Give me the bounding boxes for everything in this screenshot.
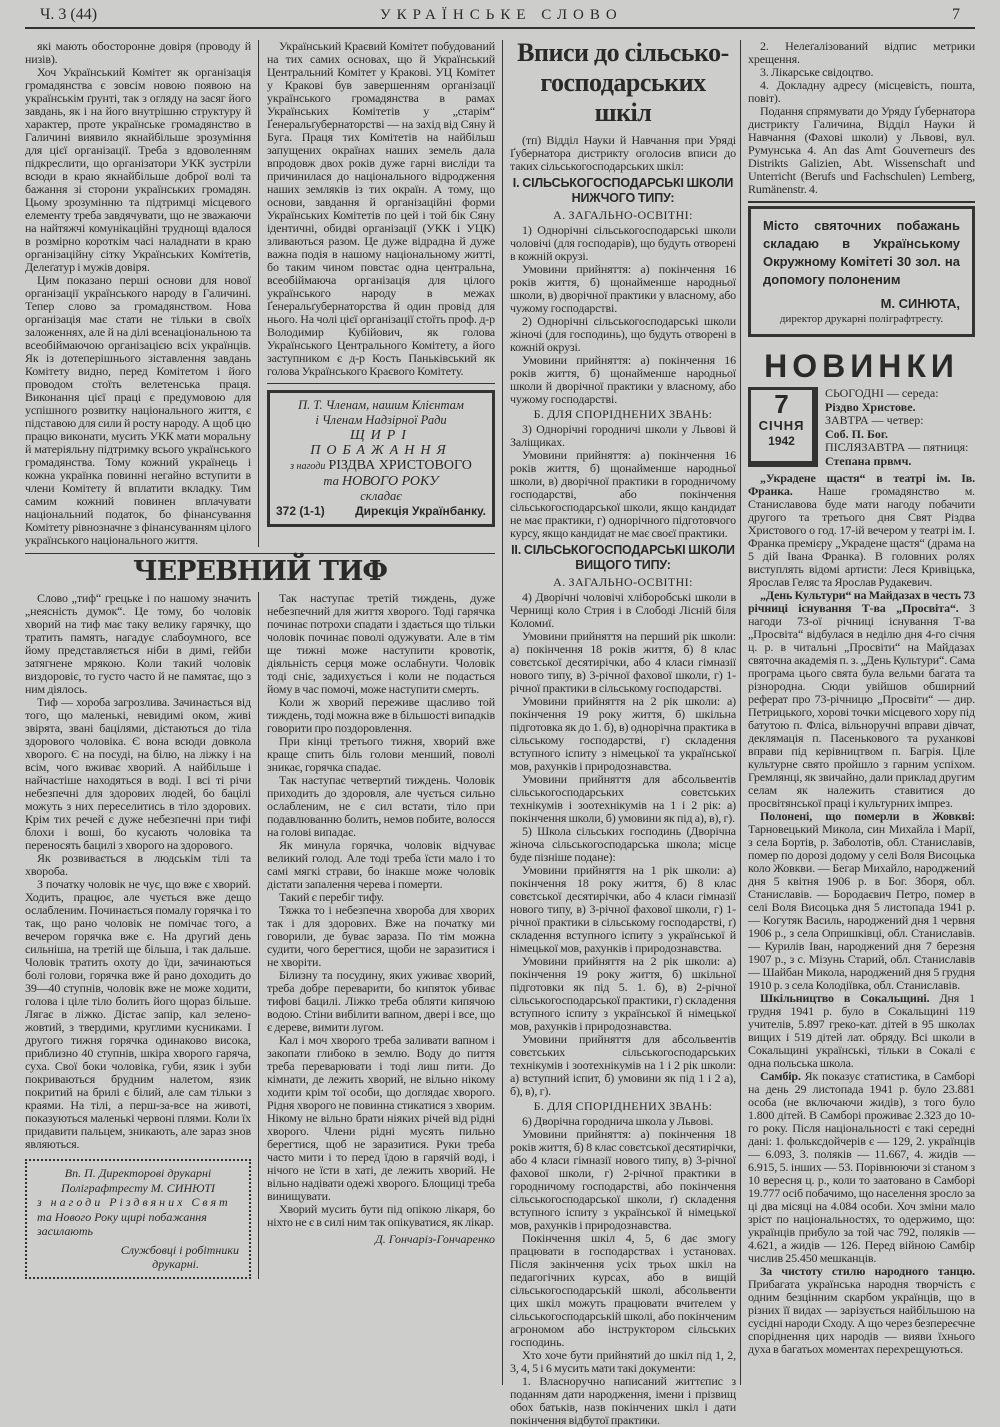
news-item — [748, 1070, 975, 1265]
news-title: НОВИНКИ — [764, 348, 959, 384]
news-item — [748, 1265, 975, 1356]
right-column — [748, 40, 975, 1356]
news-item-text: Як показує статистика, в Самборі на день 29 листопада 1941 р. було 23.881 особа (не включаючи жидів), з того було 1.800 дітей. В Самборі проживає 2.323 до 10-го року. Після національності є такі середні дані: 1. фольксдойчерів є — 129, 2. українців — 6.093, 3. поляків — 11.667, 4. жидів — 6.915, 5. інших — 53. Порівнюючи зі станом з 10 вересня ц. р., коли то заатовано в Самборі 19.777 осіб побачимо, що населення зросло за ці два місяці на 4.084 особи. Хоч зміни мало зріст по національностях, то одержимо, що: українців прибуло за той час 792, поляків — 4.621, а жидів — 126. Перед війною Самбір числив 25.450 мешканців. — [748, 1069, 975, 1265]
paragraph: Український Краєвий Комітет побудований на тих самих основах, що й Український Центральний Комітет у Кракові. УЦ Комітет у Кракові був завершенням організації українського громадянства в рамах Українських Комітетів у „старім“ Ґенеральґубернаторстві — на захід від Сяну й Буга. Праця тих Комітетів на найбільш запущених окраїнах наших земель дала впродовж двох років дуже гарні висліди та причинилася до національного відродження наших земляків із тих окраїн. А тому, що основи, завдання й організаційні форми Українських Комітетів по цей і той бік Сяну ідентичні, обидві організації (УКК і УЦК) зливаються разом. Це дуже відрадна й дуже важна подія в нашому національному житті, бо таким чином повстає одна центральна, всеобіймаюча організація для цілого українського народу в межах Ґенеральґубернаторства й один провід для нього. На чолі цієї організації стоїть проф. д-р Володимир Кубійович, як голова Українського Центрального Комітету, а його заступником є д-р Кость Паньківський як голова Українського Краєвого Комітету. — [267, 39, 495, 378]
paragraph: 4. Докладну адресу (місцевість, пошта, повіт). — [748, 78, 975, 105]
ad-line: та — [323, 474, 339, 488]
calendar-entry — [825, 387, 975, 414]
schools-title: Вписи до сільсько-господарських шкіл — [517, 38, 729, 127]
paragraph-group — [510, 1115, 736, 1427]
calendar-entry — [825, 414, 975, 441]
schools-article — [510, 38, 736, 1427]
news-item-headline: „Украдене щастя“ в театрі ім. Ів. Франка. — [748, 471, 975, 498]
news-item-text: Прибагата українська народня творчість є одним безцінним скарбом українців, що в різних її видах — зарізується найбільшою на сусідні народи Сходу. А що через безпереєчне споріднення цих народів — вияви їхнього духа в багатьох моментах перехрещуються. — [748, 1277, 975, 1356]
ad-signer: Дирекція Українбанку. — [355, 504, 486, 518]
ad-line: П. Т. Членам, нашим Клієнтам — [298, 398, 464, 412]
subsection-heading: Б. ДЛЯ СПОРІДНЕНИХ ЗВАНЬ: — [533, 407, 713, 421]
paragraph: 2. Нелеґалізований відпис метрики хрещення. — [748, 39, 975, 66]
calendar-day: — середа: — [886, 386, 939, 400]
calendar-day: — четвер: — [871, 413, 924, 427]
news-item-text: Дня 1 грудня 1941 р. було в Сокальщині 119 учителів, 5.897 греко-кат. дітей в 95 школах вищих і 519 дітей лат. обряду. Всі школи в Сокальщині українські, тільки в Сокалі є одна польська школа. — [748, 991, 975, 1070]
paragraph: При кінці третього тижня, хворий вже краще спить біль голови менший, поволі зникає, горячка спадає. — [267, 734, 495, 774]
paragraph-group — [510, 591, 736, 1098]
news-item — [748, 589, 975, 810]
schools-intro: (тп) Відділ Науки й Навчання при Уряді Ґубернатора дистрикту оголосив вписи до таких сільськогосподарських шкіл: — [510, 133, 736, 173]
paragraph: Умовини прийняття для абсольвентів сільськогосподарських совєтських технікумів і зоотехнікумів на 1 і 2 рік: а) покінчення школи, б) умовини як під а), в), г). — [510, 772, 736, 825]
news-item-headline: Самбір. — [760, 1069, 801, 1083]
subsection-heading: А. ЗАГАЛЬНО-ОСВІТНІ: — [553, 575, 693, 589]
committee-article-col2 — [267, 40, 495, 378]
calendar-feast: Різдво Христове. — [825, 399, 916, 414]
typhus-article-col1 — [25, 592, 251, 1151]
paragraph: Так наступає третій тиждень, дуже небезпечний для життя хворого. Тоді гарячка починає потрохи спадати і здається що тільки чоловік починає поволі одужувати. Але в тім ще тижні може наступити кровотік, діяльність серця може ослабнути. Чоловік тоді сніє, задихується і коли не подасться йому в час помочі, може наступити смерть. — [267, 591, 495, 696]
calendar-label: ПІСЛЯЗАВТРА — [825, 440, 906, 454]
printers-greeting-ad — [25, 1159, 251, 1279]
ad-code: 372 (1-1) — [276, 504, 325, 518]
paragraph: Умовини прийняття на 1 рік школи: а) покінчення 18 року життя, б) 8 клас совєтської десятирічки, або 4 класи гімназії нового типу, в) 3-річної фахової школи, г) 1-річної практики в сільському господарстві, ґ) складення вступного іспиту з української й німецької мов, рахунків і природознавства. — [510, 863, 736, 955]
news-item — [748, 472, 975, 589]
paragraph: Умовини прийняття: а) покінчення 16 років життя, б) щонайменше народньої школи й дворічної практики у власному, або чужому господарстві. — [510, 353, 736, 406]
paragraph: Умовини прийняття на перший рік школи: а) покінчення 18 років життя, б) 8 клас совєтської десятирічки, або 4 класи гімназії нового типу, в) 3-річної фахової школи, г) 1-річної практики в сільському господарстві. — [510, 629, 736, 695]
date-day: 7 — [774, 389, 789, 419]
ad-line: з нагоди Різдвяних Свят — [37, 1195, 231, 1209]
paragraph: З початку чоловік не чує, що вже є хворий. Ходить, працює, але чується вже дещо ослабленим. Починається помалу горячка і то так, що рано чоловік не помічає того, а вечером горячка вже є. На другий день сильніша, на третій ще більша, і так дальше. Чоловік тратить охоту до їди, зачинаються болі голови, горячка вже й рано доходить до 39—40 ступнів, чоловік вже не може ходити, голова і ціле тіло болить його щораз більше. Лягає в ліжко. Дістає запір, кал зелено-жовтий, з твердими, круглими кусниками. І другого тижня горячка одинаково висока, приблизно 40 ступнів, шкіра хворого гаряча, суха. Свої боки чоловіка, губи, язик і зуби покриваються брудним налетом, язик покритий на брилі є білий, але сам тільки з краями. На тілі, а перш-за-все на животі, показуються маленькі червоні плями. Коли їх придавити пальцем, зникають, але зараз знов являються. — [25, 877, 251, 1151]
news-item-text: Тарновецький Микола, син Михайла і Марії, з села Бортів, р. Заболотів, обл. Станиславів, помер по дорозі додому у селі Воля Висоцька коло Жовкви. — Бегар Михайло, народжений дня 5 квітня 1906 р. в Бог. Зборя, обл. Станиславів. — Бородаєвич Петро, помер в селі Воля Висоцька дня 5 листопада 1941 р. — Когутяк Василь, народжений дня 1 червня 1906 р., з села Опришківці, обл. Станиславів. — Курилів Іван, народжений дня 7 березня 1907 р., з с. Мізунь Старий, обл. Станиславів — Шайбан Микола, народжений дня 5 грудня 1910 р. з села Колодіївка, обл. Станиславів. — [748, 822, 975, 992]
column-divider — [740, 40, 741, 1385]
paragraph: Як минула горячка, чоловік відчуває великий голод. Але тоді треба їсти мало і то самі мягкі страви, бо інакше може чоловік дістати запалення черева і померти. — [267, 838, 495, 891]
paragraph: Такий є перебіг тифу. — [279, 890, 384, 904]
paragraph: Слово „тиф“ грецьке і по нашому значить „неясність думок“. Це тому, бо чоловік хворий на тиф має таку велику гарячку, що тратить память, нагадує слабоумного, все йому представляється ніби в димі, гейби затягнене мрякою. Коли такий чоловік виздоровіє, то густо часто й не памятає, що з ним діялось. — [25, 591, 251, 696]
news-item — [748, 992, 975, 1070]
ad-line: Поліграфтресту М. СИНЮТІ — [60, 1180, 216, 1195]
news-item-text: З нагоди 73-ої річниці існування Т-ва „Просвіта“ відбулася в неділю дня 4-го січня ц. р. в читальні „Просвіти“ на Майдазах святочна академія п. з. „День Культури“. Сама програма цього свята була вельми багата та різнородна. Сюди увійшов обширний реферат про 73-річницю „Просвіти“ — дир. Петрицького, хорові точки місцевого хору під батутою п. Фліса, вільноручні вправи дівчат, деклямація п. Пасенькового та руханкові вправи під керівництвом п. Багрія. Ціле культурне свято пройшло з гарним успіхом. Гремлянці, як звичайно, дали приклад другим селам як належить ставитися до просвітянської праці і культурних імпрез. — [748, 601, 976, 810]
typhus-title-wrap — [25, 553, 495, 592]
paragraph: Як розвивається в людськім тілі та хвороба. — [25, 851, 251, 878]
paragraph: 2) Однорічні сільськогосподарські школи жіночі (для господинь), що будуть отворені в кожній окрузі. — [510, 314, 736, 354]
ad-signer: Службовці і робітники — [120, 1242, 239, 1257]
calendar-feast: Степана првмч. — [825, 453, 912, 468]
paragraph: 3. Лікарське свідоцтво. — [760, 65, 874, 79]
paragraph: Коли ж хворий переживе щасливо той тиждень, тоді можна вже в більшості випадків говорити про поздоровлення. — [267, 695, 495, 735]
ad-line: з нагоди — [290, 461, 326, 472]
bank-greeting-ad — [267, 390, 495, 527]
divider — [267, 383, 495, 384]
news-item — [748, 810, 975, 992]
news-item-headline: Шкільництво в Сокальщині. — [760, 991, 930, 1005]
ad-line: складає — [360, 489, 402, 503]
paragraph: Умовини прийняття на 2 рік школи: а) покінчення 19 року життя, б) шкільної підготовки як під 5. 1. б), в) 2-річної сільськогосподарської практики, г) складення вступного іспиту з української й німецької мов, рахунків і природознавства. — [510, 954, 736, 1033]
newspaper-title: УКРАЇНСЬКЕ СЛОВО — [380, 7, 623, 23]
paragraph: Цим показано перші основи для нової організації українського народу в Галичині. Тепер слово за громадянством. Нова організація має стати не тільки в своїх заложеннях, але й на ділі всенаціональною та всеобіймаючою організацією всіх українців. Як із дотеперішнього зіставлення завдань Комітету видно, перед Комітетом і його проводом стоїть велетенська праця. Виконання цієї праці є предумовою для успішного розвитку національного життя, є підставою для сили й росту народу. А щоб цю працю виконати, мусить УКК мати моральну й матеріяльну підтримку всього українського громадянства. Тому кожний українець і кожна українка повинні негайно вступити в члени Комітету й вплатити вкладку. Тим самим кожний повинен вплачувати національний податок, бо фінансування Комітету рівнозначне з фінансуванням цілого українського національного життя. — [25, 273, 251, 547]
donation-text: Місто святочних побажань складаю в Українському Окружному Комітеті 30 зол. на допомогу полоненим — [763, 218, 960, 287]
paragraph: Умовини прийняття: а) покінчення 18 років життя, б) 8 клас совєтської десятирічки, або 4 класи гімназії нового типу, в) 3-річної фахової школи, г) 2-річної практики в городничому господарстві, або покінчення сільськогосподарської школи, ґ) складення вступного іспиту з української й німецької мов, рахунків і природознавства. — [510, 1127, 736, 1232]
ad-line: ЩИРІ ПОБАЖАННЯ — [310, 428, 452, 458]
typhus-article-col2 — [267, 592, 495, 1229]
typhus-title: ЧЕРЕВНИЙ ТИФ — [132, 556, 388, 587]
paragraph: Тяжка то і небезпечна хвороба для хворих так і для здорових. Вже на початку ми говорили, де буває зараза. По тім можна судити, чого берегтися, щоби не заразитися і не хворіти. — [267, 903, 495, 969]
committee-article-col2-wrap — [267, 40, 495, 547]
page-number: 7 — [952, 6, 960, 23]
committee-article-col1 — [25, 40, 259, 547]
paragraph: Хворий мусить бути під опікою лікаря, бо ніхто не є в силі ним так опікуватися, як лікар. — [267, 1202, 495, 1229]
section-heading: I. СІЛЬСЬКОГОСПОДАРСЬКІ ШКОЛИ НИЖЧОГО ТИПУ: — [512, 176, 734, 205]
donation-name: М. СИНЮТА, — [880, 296, 960, 311]
date-box — [748, 387, 818, 467]
paragraph: Тиф — хороба загрозлива. Зачинається від того, що маленькі, невидимі оком, живі звірята, звані бацілями, дістаються до тіла здорового чоловіка. Є вона всюди довкола хворого. Є на посуді, на білю, на ліжку і на всім, чого вживає хворий. А найбільше і найчастіше находяться в воді. І всі ті річи небезпечні для здорових людей, бо бацілі можуть з них переселитись в тіло здорових. Крім тих речей є дуже небезпечні при тифі блохи і воші, бо кусають чоловіка та переносять бацилі з хворого на здорового. — [25, 695, 251, 852]
paragraph: Умовини прийняття: а) покінчення 16 років життя, б) щонайменше народньої школи, в) дворічної практики у власному, або чужому господарстві. — [510, 262, 736, 315]
paragraph: 1. Власноручно написаний життєпис з поданням дати народження, імени і прізвищ обох батьків, назв покінчених шкіл і дати покінчення відбутої практики. — [510, 1374, 736, 1427]
calendar-day: — пятниця: — [908, 440, 969, 454]
typhus-author: Д. Гончаріз-Гончаренко — [375, 1232, 495, 1246]
paragraph-group — [510, 224, 736, 406]
paragraph: 4) Дворічні чоловічі хліборобські школи в Чернищі коло Стрия і в Слободі Лісній біля Коломиї. — [510, 590, 736, 630]
section-heading: II. СІЛЬСЬКОГОСПОДАРСЬКІ ШКОЛИ ВИЩОГО ТИПУ: — [511, 543, 735, 572]
paragraph: Кал і моч хворого треба заливати вапном і закопати глибоко в землю. Воду до пиття треба переварювати і тоді лиш пити. До кімнати, де лежить хворий, не вільно нікому ходити крім тої особи, що доглядає хворого. Рідня хворого не повинна стикатися з хворим. Нікому не вільно брати ніяких річей від рідні хворого. Члени рідні мусять пильно берегтися, щоб не заразитися. Руки треба часто мити і то перед їдою в гарячій воді, і нічого не їсти в хаті, де лежить хворий. Не вільно надівати одежі хворого. Блощиці треба винищувати. — [267, 1033, 495, 1203]
divider — [748, 201, 975, 203]
typhus-col2-wrap — [267, 592, 495, 1279]
paragraph: Умовини прийняття для абсольвентів совєтських сільськогосподарських технікумів і зоотехнікумів на 1 і 2 рік школи: а) вступний іспит, б) умовини як під 1 і 2 а), б), в), г). — [510, 1032, 736, 1098]
paragraph-group — [510, 423, 736, 540]
news-items — [748, 472, 975, 1356]
calendar-label: ЗАВТРА — [825, 413, 869, 427]
paragraph: Так наступає четвертий тиждень. Чоловік приходить до здоровля, але чується сильно ослабленим, не є сил встати, тіло при подавлюванню болить, немов побите, волосся на голові випадає. — [267, 773, 495, 839]
calendar-list — [825, 387, 975, 468]
date-month: СІЧНЯ — [758, 418, 805, 433]
paragraph: 5) Школа сільських господинь (Дворічна жіноча сільськогосподарська школа; місце буде пізніше подане): — [510, 824, 736, 864]
typhus-col1-wrap — [25, 592, 259, 1279]
ad-signer: друкарні. — [152, 1257, 199, 1271]
paragraph: 3) Однорічні городничі школи у Львові й Заліщиках. — [510, 422, 736, 449]
news-date-header — [748, 387, 975, 468]
schools-article-continued — [748, 40, 975, 196]
paragraph: Білизну та посудину, яких уживає хворий, треба добре переварити, бо кипяток убиває тифові бацилі. Ліжко треба обляти кипячою водою. Стіни вибілити вапном, двері і все, що є дереве, вимити лугом. — [267, 968, 495, 1034]
paragraph: 6) Дворічна городнича школа у Львові. — [522, 1114, 714, 1128]
ad-line: РІЗДВА ХРИСТОВОГО — [328, 458, 472, 473]
ad-line: НОВОГО РОКУ — [341, 474, 439, 489]
paragraph: Умовини прийняття на 2 рік школи: а) покінчення 19 року життя, б) шкільна підготовка як до 1. б), в) однорічна практика в сільському господарстві, г) складення вступного іспиту з німецької та української мов, рахунків і природознавства. — [510, 694, 736, 773]
paragraph: Умовини прийняття: а) покінчення 16 років життя, б) щонайменше народньої школи, в) дворічної практики в городничому господарстві, або покінчення сільськогосподарської школи, якщо кандидат не має практики, г) однорічного підготовчого курсу, якщо кандидат не має своєї практики. — [510, 448, 736, 540]
issue-number: Ч. 3 (44) — [40, 6, 98, 23]
left-columns — [25, 40, 495, 1279]
paragraph: Подання спрямувати до Уряду Ґубернатора дистрикту Галичина, Відділ Науки й Навчання (Фахові школи) у Львові, вул. Румунська 4. An das Amt Gouverneurs des Distrikts Galizien, Abt. Wissenschaft und Unterricht (Berufs und Fachschulen) Lemberg, Rumänenstr. 4. — [748, 104, 975, 196]
subsection-heading: А. ЗАГАЛЬНО-ОСВІТНІ: — [553, 208, 693, 222]
ad-line: засилають — [37, 1224, 93, 1238]
news-item-text: Наше громадянство м. Станиславова буде мати нагоду побачити другого та третього дня Свят Різдва Христового о год. 17-ій вечером у театрі ім. І. Франка премієру „Украдене щастя“ (драма на 5 дій Івана Франка). В головних ролях виступлять відомі артисти: Леся Кривіцька, Ярослав Геляс та Ярослав Рудакевич. — [748, 484, 975, 589]
subsection-heading: Б. ДЛЯ СПОРІДНЕНИХ ЗВАНЬ: — [533, 1099, 713, 1113]
ad-line: і Членам Надзірної Ради — [315, 413, 447, 427]
calendar-label: СЬОГОДНІ — [825, 386, 884, 400]
news-item-headline: Полонені, що померли в Жовкві: — [760, 809, 975, 823]
ad-line: та Нового Року щирі побажання — [37, 1209, 207, 1224]
column-divider — [502, 40, 503, 1385]
donation-notice — [748, 206, 975, 337]
donation-role: директор друкарні поліграфтресту. — [779, 313, 944, 325]
news-item-headline: За чистоту стилю народного танцю. — [760, 1264, 975, 1278]
paragraph: Хто хоче бути прийнятий до шкіл під 1, 2, 3, 4, 5 і 6 мусить мати такі документи: — [510, 1348, 736, 1375]
paragraph: 1) Однорічні сільськогосподарські школи чоловічі (для господарів), що будуть отворені в кожній окрузі. — [510, 223, 736, 263]
ad-line: Вп. П. Директорові друкарні — [64, 1166, 212, 1180]
calendar-entry — [825, 441, 975, 468]
calendar-feast: Соб. П. Бог. — [825, 426, 889, 441]
paragraph: Хоч Український Комітет як організація громадянства є зовсім новою появою на українськім ґрунті, так з огляду на засяг його завдань, як і на його внутрішню структуру й характер, проте українське громадянство в Галичині виявило якнайбільше зрозуміння для цієї організації. Треба з вдоволенням підкреслити, що організатори УКК зустріли всюди в краю якнайбільше доброї волі та бажання зі сторони українських громадян. Цьому зрозумінню та підтримці місцевого елементу треба завдячувати, що не зважаючи на найтяжчі комунікаційні труднощі вдалося в розмірно короткім часі наладнати в краю організаційну сітку Українських Комітетів, Делеґатур і мужів довіря. — [25, 65, 251, 274]
paragraph: які мають обосторонне довіря (проводу й низів). — [25, 39, 251, 66]
date-year: 1942 — [768, 434, 795, 448]
header-rule — [25, 27, 975, 29]
paragraph: Покінчення шкіл 4, 5, 6 дає змогу працювати в господарствах і установах. Після закінчення усіх трьох шкіл на педагогічних курсах, або в вищій сільськогосподарській школі, абсольвенти цих шкіл можуть працювати вчителем у сільськогосподарській школі, або покінченим агрономом або інструктором сільських господинь. — [510, 1231, 736, 1349]
news-item-headline: „День Культури“ на Майдазах в честь 73 річниці існування Т-ва „Просвіта“. — [748, 588, 975, 615]
